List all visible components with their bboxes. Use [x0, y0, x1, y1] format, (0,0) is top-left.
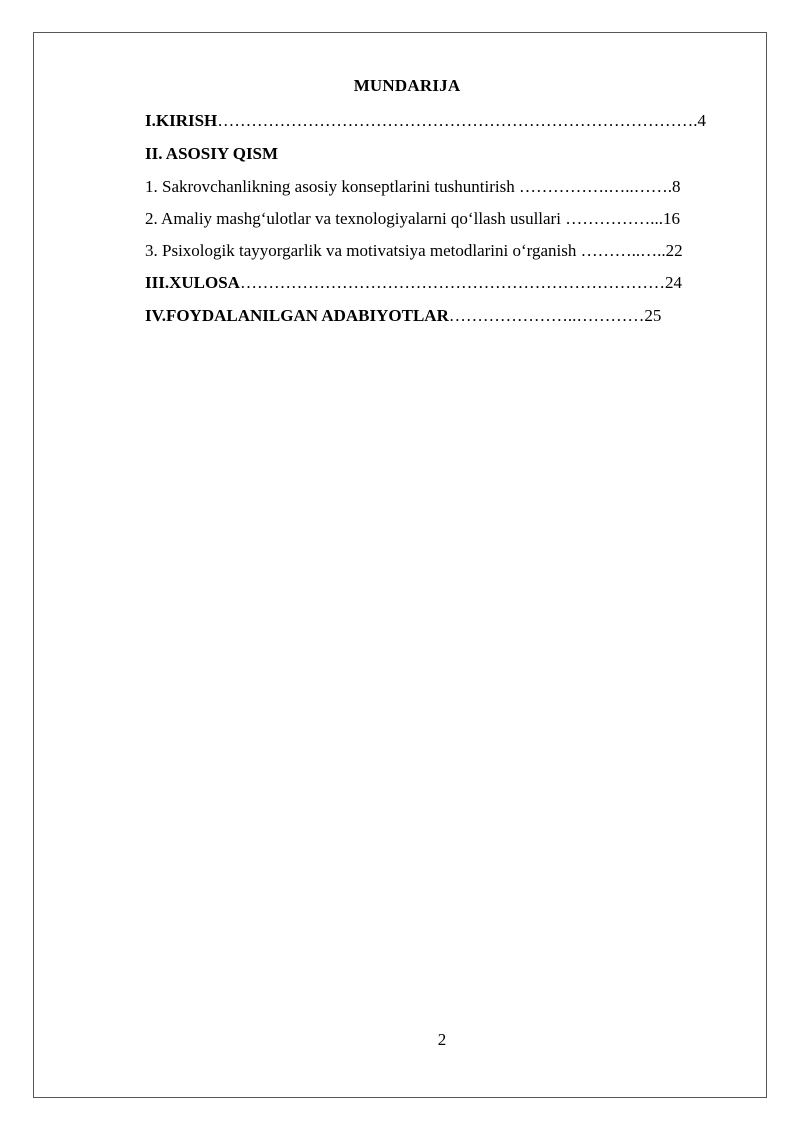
toc-entry-leader: ………..….. [576, 241, 666, 260]
toc-entry-page: 22 [665, 241, 683, 260]
toc-entry-leader: …………….…..……. [514, 177, 672, 196]
toc-entry-section-2 [145, 208, 741, 230]
toc-entry-section-1 [145, 176, 741, 198]
page-number: 2 [437, 1030, 447, 1049]
toc-entry-leader: ……………... [560, 209, 663, 228]
toc-title: MUNDARIJA [353, 76, 461, 95]
toc-entry-label: II. ASOSIY QISM [145, 144, 279, 163]
toc-entry-page: 24 [664, 273, 682, 292]
toc-entry-references [145, 305, 741, 327]
toc-entry-leader: …………………………………………………………………………. [217, 111, 698, 130]
toc-entry-label: III.XULOSA [145, 273, 240, 292]
toc-entry-page: 8 [671, 177, 681, 196]
toc-entry-conclusion [145, 272, 741, 294]
toc-entry-leader: ………………………………………………………………… [239, 273, 665, 292]
toc-entry-label: 2. Amaliy mashg‘ulotlar va texnologiyalarni qo‘llash usullari [145, 209, 561, 228]
toc-entry-label: 3. Psixologik tayyorgarlik va motivatsiya metodlarini o‘rganish [145, 241, 577, 260]
toc-entry-page: 16 [662, 209, 680, 228]
toc-entry-page: 25 [644, 306, 662, 325]
toc-entry-label: IV.FOYDALANILGAN ADABIYOTLAR [145, 306, 449, 325]
toc-entry-leader: …………………..………… [448, 306, 645, 325]
toc-entry-label: 1. Sakrovchanlikning asosiy konseptlarini tushuntirish [145, 177, 515, 196]
toc-entry-section-3 [145, 240, 741, 262]
toc-entry-label: I.KIRISH [145, 111, 218, 130]
toc-entry-page: 4 [697, 111, 707, 130]
toc-entry-introduction [145, 110, 741, 132]
toc-entry-main-part [145, 143, 741, 165]
